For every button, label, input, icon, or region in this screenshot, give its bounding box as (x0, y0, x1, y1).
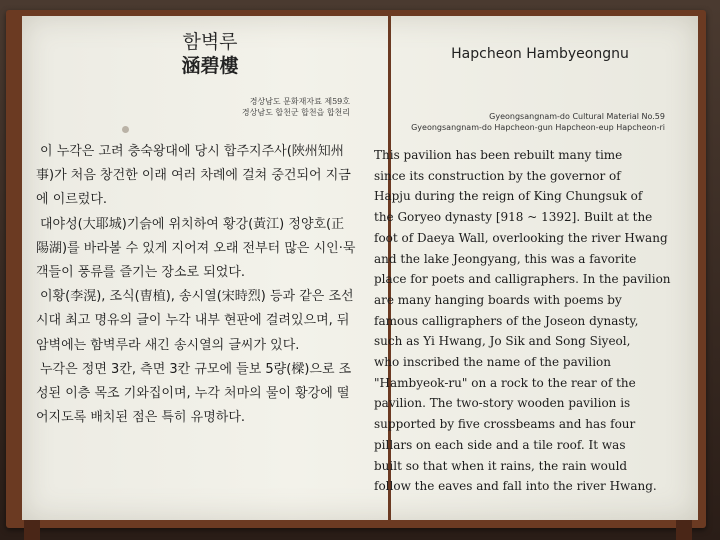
korean-designation-line1: 경상남도 문화재자료 제59호 (249, 97, 350, 106)
english-line: pillars on each side and a tile roof. It was (374, 437, 626, 452)
english-line: follow the eaves and fall into the river Hwang. (374, 479, 657, 494)
korean-description (36, 140, 356, 430)
english-line: who inscribed the name of the pavilion (374, 355, 612, 370)
english-designation-line2: Gyeongsangnam-do Hapcheon-gun Hapcheon-eup Hapcheon-ri (411, 122, 665, 132)
english-line: famous calligraphers of the Joseon dynasty, (374, 313, 639, 328)
stain-mark (122, 126, 129, 133)
english-line: the Goryeo dynasty [918 ~ 1392]. Built at the (374, 210, 653, 225)
frame-post-right (676, 520, 692, 540)
english-line: foot of Daeya Wall, overlooking the river Hwang (374, 230, 668, 245)
english-line: "Hambyeok-ru" on a rock to the rear of the (374, 375, 636, 390)
korean-title-hanja: 涵碧樓 (181, 55, 239, 77)
korean-designation-line2: 경상남도 합천군 합천읍 합천리 (241, 108, 350, 117)
korean-title (150, 30, 270, 78)
english-line: and the lake Jeongyang, this was a favorite (374, 251, 637, 266)
english-line: This pavilion has been rebuilt many time (374, 148, 623, 162)
english-line: supported by five crossbeams and has four (374, 417, 636, 432)
english-description (374, 145, 686, 497)
english-line: are many hanging boards with poems by (374, 292, 622, 307)
english-line: since its construction by the governor of (374, 168, 621, 183)
english-title: Hapcheon Hambyeongnu (451, 46, 629, 62)
korean-paragraph: 대야성(大耶城)기슭에 위치하여 황강(黃江) 정양호(正陽湖)를 바라볼 수 있게 지어져 오래 전부터 많은 시인·묵객들이 풍류를 즐기는 장소로 되었다. (36, 216, 356, 281)
korean-paragraph: 이황(李滉), 조식(曺植), 송시열(宋時烈) 등과 같은 조선시대 최고 명유의 글이 누각 내부 현판에 걸려있으며, 뒤 암벽에는 함벽루라 새긴 송시열의 글씨가 있다. (36, 289, 354, 353)
frame-post-left (24, 520, 40, 540)
english-line: built so that when it rains, the rain would (374, 458, 628, 473)
english-designation-line1: Gyeongsangnam-do Cultural Material No.59 (489, 112, 665, 121)
english-line: place for poets and calligraphers. In the pavilion (374, 272, 671, 287)
english-line: pavilion. The two-story wooden pavilion is (374, 396, 631, 411)
korean-paragraph: 이 누각은 고려 충숙왕대에 당시 합주지주사(陜州知州事)가 처음 창건한 이래 여러 차례에 걸쳐 중건되어 지금에 이르렀다. (36, 144, 351, 208)
korean-paragraph: 누각은 정면 3칸, 측면 3칸 규모에 들보 5량(樑)으로 조성된 이층 목조 기와집이며, 누각 처마의 물이 황강에 떨어지도록 배치된 점은 특히 유명하다. (36, 361, 352, 426)
korean-title-hangul: 함벽루 (182, 31, 238, 53)
english-line: Hapju during the reign of King Chungsuk of (374, 189, 643, 204)
english-line: such as Yi Hwang, Jo Sik and Song Siyeol, (374, 334, 631, 349)
korean-designation (140, 96, 350, 118)
english-designation (390, 112, 665, 133)
